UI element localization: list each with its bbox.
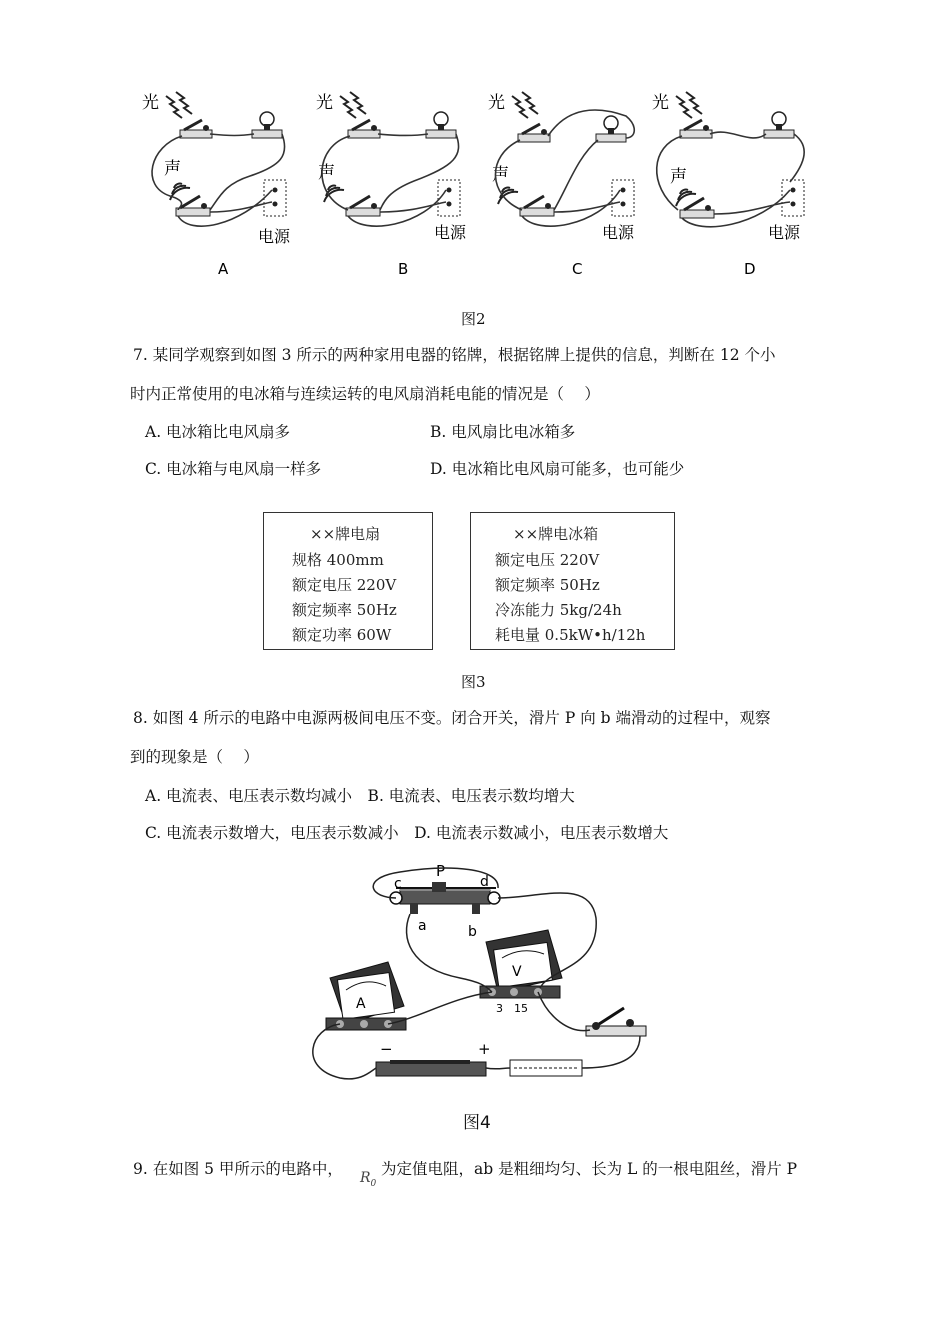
power-label: 电源 [258, 227, 291, 246]
sound-switch [680, 198, 714, 218]
r0-symbol-letter: R [360, 1170, 371, 1186]
power-label: 电源 [768, 223, 801, 242]
light-switch [518, 124, 550, 142]
figure-3-caption: 图3 [461, 673, 486, 691]
q8-options-a-b: A. 电流表、电压表示数均减小 B. 电流表、电压表示数均增大 [145, 787, 575, 805]
sound-waves-icon [324, 186, 344, 202]
light-label: 光 [488, 93, 505, 113]
fan-spec-frequency: 额定频率 50Hz [292, 601, 397, 619]
power-socket [612, 180, 634, 216]
panel-caption: D [744, 260, 756, 278]
light-label: 光 [142, 93, 159, 113]
terminal-c-label: c [394, 876, 402, 892]
fan-spec-size: 规格 400mm [292, 551, 384, 569]
q7-stem-line-1: 7. 某同学观察到如图 3 所示的两种家用电器的铭牌，根据铭牌上提供的信息，判断在 12 个小 [133, 346, 776, 364]
fan-nameplate-title: ××牌电扇 [310, 525, 381, 543]
panel-a [142, 92, 291, 278]
battery-minus-label: − [380, 1040, 393, 1058]
switch [586, 1008, 646, 1036]
panel-b [316, 92, 467, 278]
slider-p-label: P [436, 862, 446, 880]
figure-2-circuits [130, 86, 820, 286]
fridge-spec-voltage: 额定电压 220V [495, 551, 600, 569]
sound-switch [346, 196, 380, 216]
panel-caption: B [398, 260, 409, 278]
power-label: 电源 [602, 223, 635, 242]
power-socket [782, 180, 804, 216]
fridge-nameplate [470, 512, 675, 650]
q8-stem-line-1: 8. 如图 4 所示的电路中电源两极间电压不变。闭合开关，滑片 P 向 b 端滑动的过程中，观察 [133, 709, 771, 727]
light-rays-icon [166, 92, 192, 118]
q8-stem-line-2: 到的现象是（ ） [130, 748, 259, 766]
lamp [764, 112, 794, 138]
power-socket [438, 180, 460, 216]
power-socket [264, 180, 286, 216]
light-label: 光 [316, 93, 333, 113]
voltmeter-terminal-15-label: 15 [514, 1002, 528, 1015]
light-switch [348, 120, 380, 138]
q7-option-d: D. 电冰箱比电风扇可能多，也可能少 [430, 460, 685, 478]
q9-stem-start: 9. 在如图 5 甲所示的电路中， [133, 1160, 343, 1178]
voltmeter-terminal-3-label: 3 [496, 1002, 503, 1015]
fridge-spec-freezing: 冷冻能力 5kg/24h [495, 601, 622, 619]
figure-4-caption: 图4 [463, 1113, 491, 1133]
terminal-b-label: b [468, 924, 477, 940]
sound-label: 声 [492, 165, 509, 185]
figure-2-caption: 图2 [461, 310, 486, 328]
q8-options-c-d: C. 电流表示数增大，电压表示数减小 D. 电流表示数减小，电压表示数增大 [145, 824, 669, 842]
voltmeter-label: V [512, 964, 522, 980]
panel-caption: C [572, 260, 583, 278]
fridge-nameplate-title: ××牌电冰箱 [513, 525, 599, 543]
fan-spec-voltage: 额定电压 220V [292, 576, 397, 594]
r0-symbol [360, 1170, 376, 1189]
q7-stem-line-2: 时内正常使用的电冰箱与连续运转的电风扇消耗电能的情况是（ ） [130, 385, 600, 403]
q7-option-a: A. 电冰箱比电风扇多 [145, 423, 291, 441]
sound-label: 声 [318, 163, 335, 183]
fan-nameplate [263, 512, 433, 650]
fridge-spec-frequency: 额定频率 50Hz [495, 576, 600, 594]
terminal-a-label: a [418, 918, 427, 934]
battery [376, 1060, 582, 1076]
light-label: 光 [652, 93, 669, 113]
q9-stem-end: 为定值电阻，ab 是粗细均匀、长为 L 的一根电阻丝，滑片 P [381, 1160, 798, 1178]
fridge-spec-consumption: 耗电量 0.5kW•h/12h [495, 626, 646, 644]
lamp [252, 112, 282, 138]
panel-caption: A [218, 260, 229, 278]
lamp [596, 116, 626, 142]
light-switch [680, 120, 712, 138]
battery-plus-label: + [478, 1040, 491, 1058]
figure-4-circuit [300, 858, 660, 1090]
lamp [426, 112, 456, 138]
terminal-d-label: d [480, 874, 489, 890]
sound-label: 声 [164, 159, 181, 179]
panel-c [488, 92, 635, 278]
sound-label: 声 [670, 167, 687, 187]
r0-symbol-subscript: 0 [370, 1178, 377, 1189]
q7-option-c: C. 电冰箱与电风扇一样多 [145, 460, 322, 478]
light-rays-icon [512, 92, 538, 118]
light-rays-icon [676, 92, 702, 118]
ammeter-label: A [356, 996, 366, 1012]
panel-d [652, 92, 804, 278]
light-rays-icon [340, 92, 366, 118]
power-label: 电源 [434, 223, 467, 242]
light-switch [180, 120, 212, 138]
sound-switch [520, 196, 554, 216]
q7-option-b: B. 电风扇比电冰箱多 [430, 423, 576, 441]
ammeter [326, 962, 406, 1030]
fan-spec-power: 额定功率 60W [292, 626, 392, 644]
